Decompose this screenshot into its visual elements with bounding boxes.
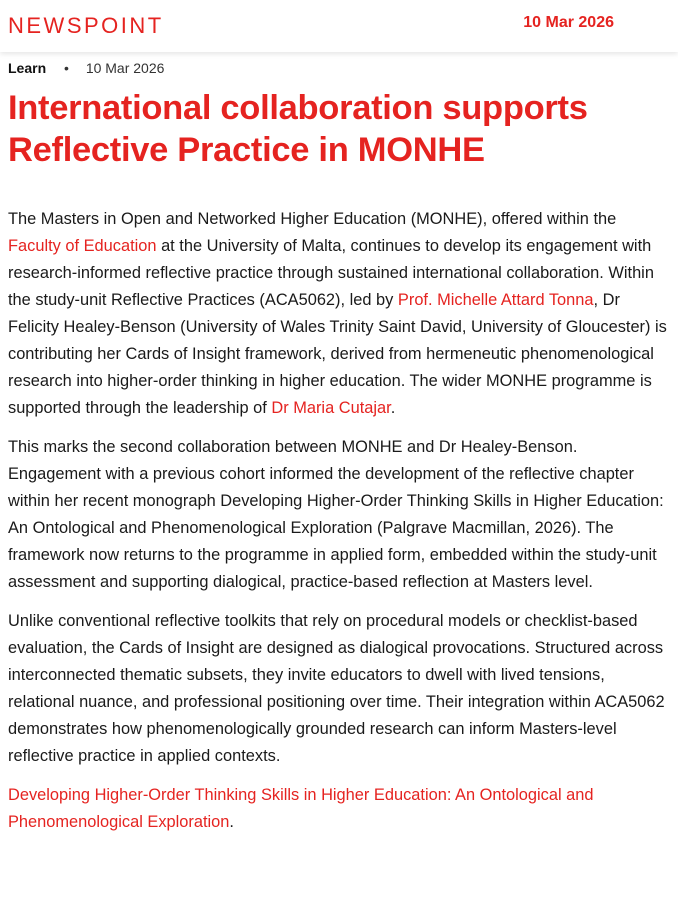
- maria-cutajar-link[interactable]: Dr Maria Cutajar: [271, 399, 391, 417]
- p1-text-2: at the University of Malta, continues to develop its engagement with research-informed reflective practice through sustained international collaboration. Within the study-unit Reflective Practices (ACA5062), led by: [8, 237, 654, 309]
- article-title: International collaboration supports Reflective Practice in MONHE: [8, 89, 588, 169]
- article-date: 10 Mar 2026: [85, 60, 165, 76]
- paragraph-4: [8, 782, 670, 836]
- paragraph-2: This marks the second collaboration between MONHE and Dr Healey-Benson. Engagement with a previous cohort informed the development of the reflective chapter within her recent monograph Developing Higher-Order Thinking Skills in Higher Education: An Ontological and Phenomenological Exploration (Palgrave Macmillan, 2026). The framework now returns to the programme in applied form, embedded within the study-unit assessment and supporting dialogical, practice-based reflection at Masters level.: [8, 438, 664, 591]
- header-date: 10 Mar 2026: [523, 14, 614, 31]
- article-body: [8, 206, 670, 848]
- category-link-learn[interactable]: Learn: [8, 60, 47, 76]
- michelle-attard-tonna-link[interactable]: Prof. Michelle Attard Tonna: [397, 291, 594, 309]
- site-header: [0, 0, 678, 52]
- paragraph-1: [8, 206, 670, 422]
- p1-text-4: .: [390, 399, 396, 417]
- faculty-of-education-link[interactable]: Faculty of Education: [8, 237, 157, 255]
- article-meta: [8, 60, 164, 76]
- meta-separator: •: [64, 60, 69, 76]
- paragraph-3: Unlike conventional reflective toolkits that rely on procedural models or checklist-based evaluation, the Cards of Insight are designed as dialogical provocations. Structured across interconnected thematic subsets, they invite educators to dwell with lived tensions, relational nuance, and professional positioning over time. Their integration within ACA5062 demonstrates how phenomenologically grounded research can inform Masters-level reflective practice in applied contexts.: [8, 612, 665, 765]
- book-link[interactable]: Developing Higher-Order Thinking Skills in Higher Education: An Ontological and Phenomenological Exploration: [8, 786, 594, 831]
- p1-text-1: The Masters in Open and Networked Higher Education (MONHE), offered within the: [8, 210, 617, 228]
- p1-text-3: , Dr Felicity Healey-Benson (University of Wales Trinity Saint David, University of Gloucester) is contributing her Cards of Insight framework, derived from hermeneutic phenomenological research into higher-order thinking in higher education. The wider MONHE programme is supported through the leadership of: [8, 291, 667, 417]
- p4-tail: .: [229, 813, 234, 831]
- newspoint-logo[interactable]: NEWSPOINT: [8, 13, 164, 38]
